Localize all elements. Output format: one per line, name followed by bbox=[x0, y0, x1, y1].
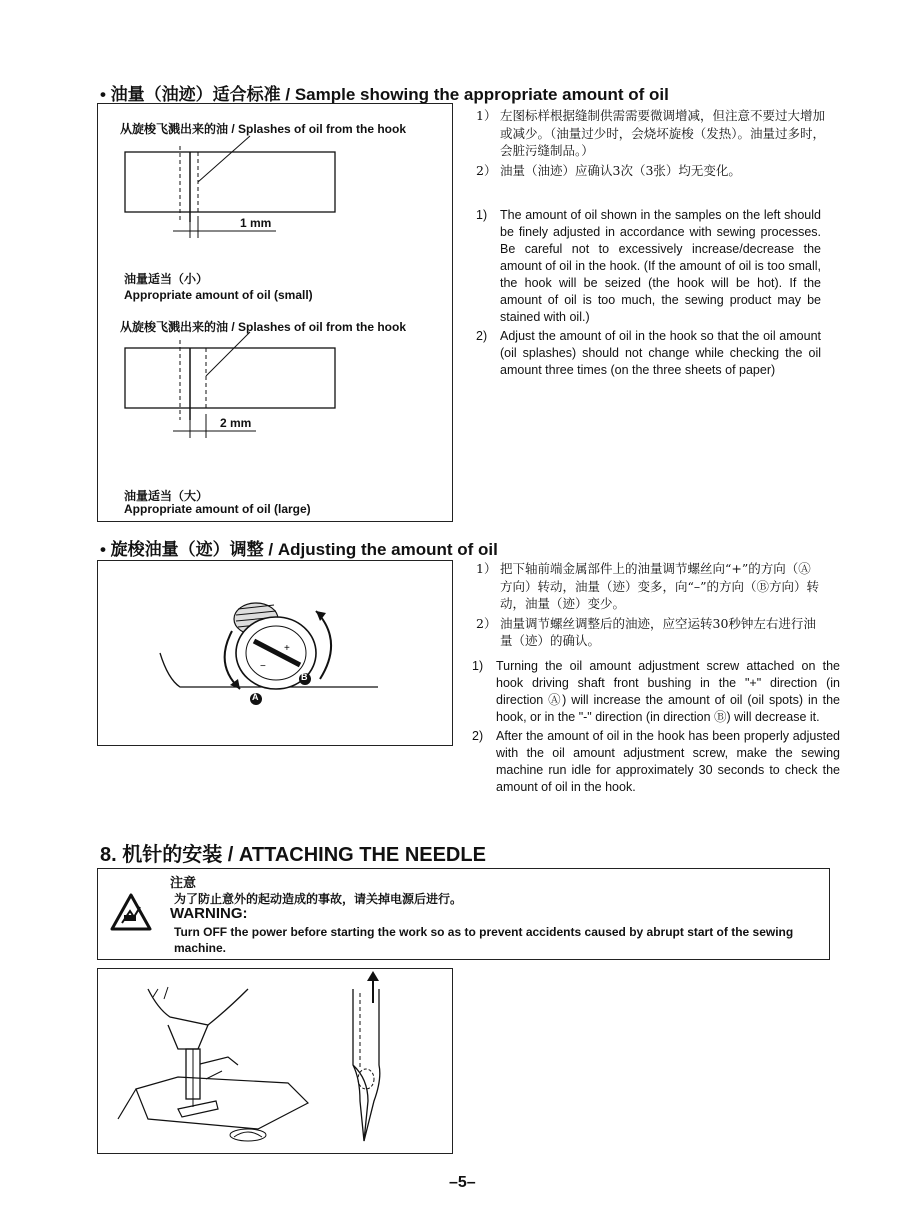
direction-a-label: A bbox=[252, 692, 259, 702]
dimension-2mm: 2 mm bbox=[220, 416, 252, 430]
list-item: 1) Turning the oil amount adjustment screw attached on the hook driving shaft front bushing in the "+" direction (in direction Ⓐ) will increase the amount of oil (oil spots) in the hook, or in the "-" direction (in direction Ⓑ) will decrease it. bbox=[472, 659, 840, 724]
oil-adjustment-screw-diagram bbox=[98, 561, 454, 747]
splash-label-2: 从旋梭飞溅出来的油 / Splashes of oil from the hook bbox=[120, 320, 407, 334]
svg-text:+: + bbox=[284, 643, 290, 654]
list-item: 2) After the amount of oil in the hook has been properly adjusted with the oil amount adjustment screw, make the sewing machine run idle for approximately 30 seconds to check the amount of oil in the hook. bbox=[472, 729, 840, 794]
warning-triangle-icon bbox=[110, 893, 152, 931]
adjusting-notes-zh bbox=[476, 560, 822, 652]
list-item: 2） 油量（油迹）应确认3次（3张）均无变化。 bbox=[476, 162, 741, 178]
oil-sample-notes-en bbox=[476, 207, 821, 381]
list-item: 1） 把下轴前端金属部件上的油量调节螺丝向“+”的方向（Ⓐ方向）转动，油量（迹）变多，向“–”的方向（Ⓑ方向）转动，油量（迹）变少。 bbox=[476, 561, 820, 611]
oil-sample-diagram bbox=[98, 104, 454, 523]
list-item: 2) Adjust the amount of oil in the hook so that the oil amount (oil splashes) should not change while checking the oil amount three times (on the three sheets of paper) bbox=[476, 329, 821, 377]
section-title-needle: 8. 机针的安装 / ATTACHING THE NEEDLE bbox=[100, 844, 486, 866]
caption-small-en: Appropriate amount of oil (small) bbox=[124, 288, 313, 302]
oil-sample-notes-zh bbox=[476, 107, 826, 181]
caption-large-en: Appropriate amount of oil (large) bbox=[124, 502, 311, 516]
list-item: 2） 油量调节螺丝调整后的油迹，应空运转30秒钟左右进行油量（迹）的确认。 bbox=[476, 615, 816, 648]
caution-zh-text: 为了防止意外的起动造成的事故，请关掉电源后进行。 bbox=[174, 892, 463, 906]
warning-text: Turn OFF the power before starting the work so as to prevent accidents caused by abrupt start of the sewing machine. bbox=[174, 925, 794, 955]
adjusting-figure bbox=[97, 560, 453, 746]
needle-attachment-diagram bbox=[98, 969, 454, 1155]
list-item: 1) The amount of oil shown in the samples on the left should be finely adjusted in accordance with sewing processes. Be careful not to excessively increase/decrease the amount of oil in the hook. (If the amount of oil is too small, the hook will be seized (the hook will be hot). If the amount of oil is too much, the sewing product may be stained with oil.) bbox=[476, 208, 821, 324]
svg-text:−: − bbox=[260, 661, 266, 672]
warning-heading: WARNING: bbox=[170, 905, 248, 922]
adjusting-notes-en bbox=[472, 658, 840, 798]
oil-sample-figure bbox=[97, 103, 453, 522]
caption-large-zh: 油量适当（大） bbox=[124, 489, 209, 503]
direction-b-label: B bbox=[301, 672, 308, 682]
caution-zh-heading: 注意 bbox=[170, 875, 197, 890]
needle-figure bbox=[97, 968, 453, 1154]
list-item: 1） 左图标样根据缝制供需需要微调增减，但注意不要过大增加或减少。（油量过少时，会烧坏旋梭（发热）。油量过多时，会脏污缝制品。） bbox=[476, 108, 826, 158]
splash-label-1: 从旋梭飞溅出来的油 / Splashes of oil from the hook bbox=[120, 122, 407, 136]
page-number: –5– bbox=[449, 1174, 476, 1191]
warning-box bbox=[97, 868, 830, 960]
caption-small-zh: 油量适当（小） bbox=[124, 272, 209, 286]
section-title-adjusting: • 旋梭油量（迹）调整 / Adjusting the amount of oil bbox=[100, 540, 498, 559]
dimension-1mm: 1 mm bbox=[240, 216, 272, 230]
section-title-oil-sample: • 油量（油迹）适合标准 / Sample showing the appropriate amount of oil bbox=[100, 85, 669, 104]
